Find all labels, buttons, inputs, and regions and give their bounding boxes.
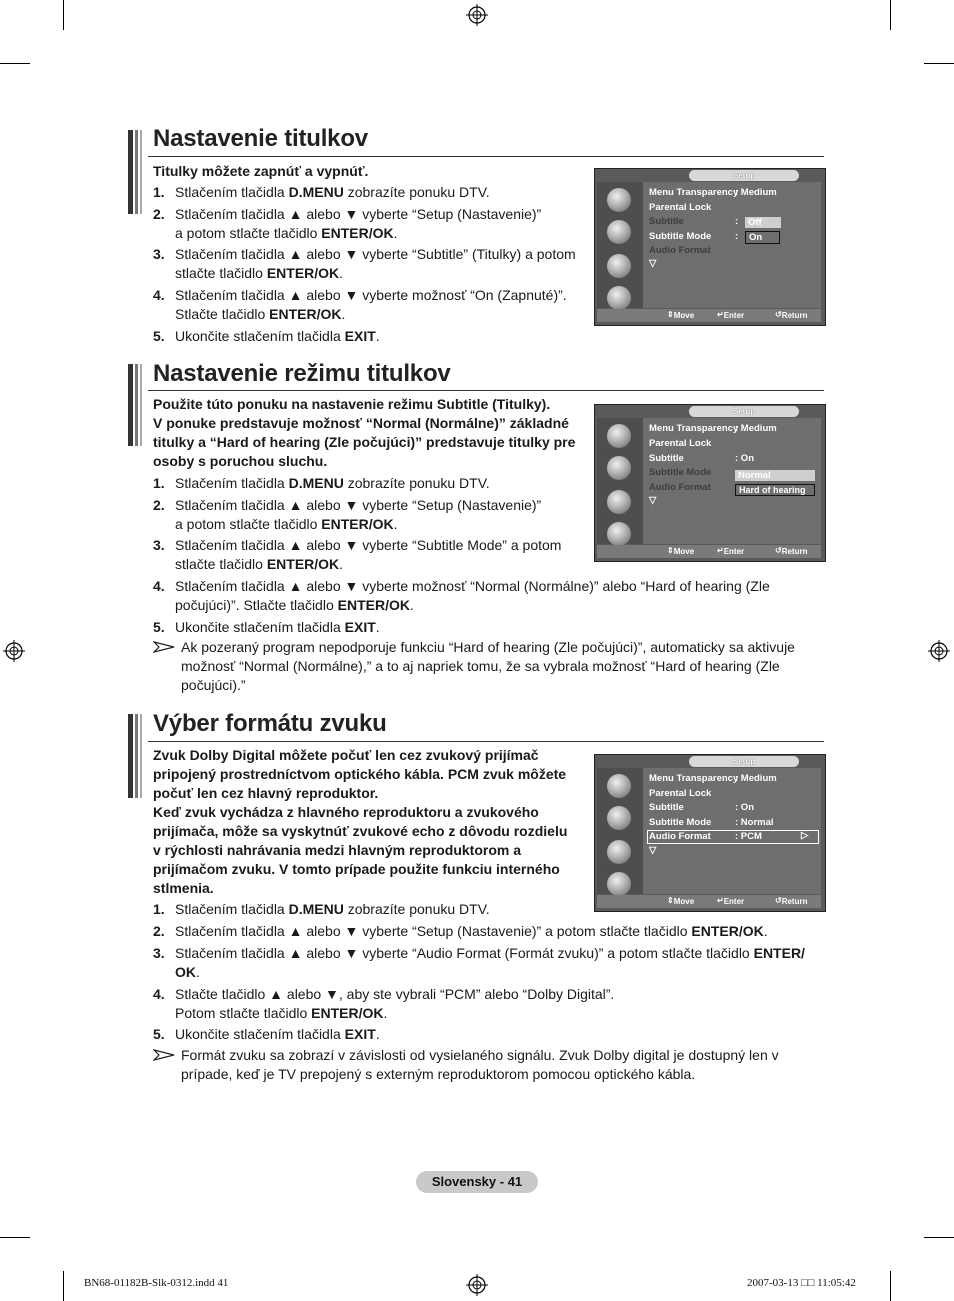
menu-item-audio-format: Audio Format: [649, 831, 711, 842]
menu-title: Setup: [689, 406, 799, 417]
menu-item-subtitle-mode: Subtitle Mode: [649, 467, 712, 478]
section-intro: Zvuk Dolby Digital môžete počuť len cez zvukový prijímač pripojený prostredníctvom optického kábla. PCM zvuk môžete počuť len cez hlavný reproduktor. Keď zvuk vychádza z hlavného reproduktoru a zvukového prijímača, môže sa vyskytnúť zvukové echo z dôvodu rozdielu v rýchlosti nahrávania medzi hlavným reproduktorom a prijímačom zvuku. V tomto prípade použite funkciu interného stlmenia.: [153, 747, 568, 896]
option-hard-of-hearing: Hard of hearing: [735, 484, 815, 496]
menu-footer: ⇕ Move ↵ Enter ↺ Return: [597, 545, 821, 558]
menu-value: :: [735, 231, 739, 242]
option-normal: Normal: [735, 470, 815, 481]
section-bar: [128, 714, 142, 798]
menu-value: : Medium: [735, 773, 777, 784]
print-slug-left: BN68-01182B-Slk-0312.indd 41: [84, 1277, 229, 1289]
section-bar: [128, 130, 142, 214]
input-icon: [607, 286, 631, 310]
section-intro: Použite túto ponuku na nastavenie režimu Subtitle (Titulky). V ponuke predstavuje možnosť “Normal (Normálne)” základné titulky a “Hard of hearing (Zle počujúci)” predstavuje titulky pre osoby s poruchou sluchu.: [153, 396, 576, 469]
menu-value: : On: [735, 802, 754, 813]
section-title: Nastavenie titulkov: [153, 125, 368, 152]
crop-mark: [890, 1271, 891, 1301]
submenu-arrow-icon: ▷: [801, 830, 809, 841]
picture-icon: [607, 424, 631, 448]
print-slug-right: 2007-03-13 □□ 11:05:42: [747, 1277, 856, 1289]
menu-value: : Medium: [735, 187, 777, 198]
menu-footer: ⇕ Move ↵ Enter ↺ Return: [597, 309, 821, 322]
step: 4. Stlačením tlačidla ▲ alebo ▼ vyberte možnosť “Normal (Normálne)” alebo “Hard of hearing (Zle počujúci)”. Stlačte tlačidlo ENTER/OK.: [153, 578, 770, 613]
menu-footer: ⇕ Move ↵ Enter ↺ Return: [597, 895, 821, 908]
step: 1. Stlačením tlačidla D.MENU zobrazíte ponuku DTV.: [153, 184, 490, 200]
menu-item-subtitle-mode: Subtitle Mode: [649, 817, 712, 828]
crop-mark: [0, 63, 30, 64]
registration-mark-icon: [466, 4, 488, 26]
step: 3. Stlačením tlačidla ▲ alebo ▼ vyberte “Subtitle” (Titulky) a potom stlačte tlačidlo ENTER/OK.: [153, 246, 576, 281]
section-title: Nastavenie režimu titulkov: [153, 360, 451, 387]
menu-item-subtitle-mode: Subtitle Mode: [649, 231, 712, 242]
step: 5. Ukončite stlačením tlačidla EXIT.: [153, 619, 380, 635]
sound-icon: [607, 220, 631, 244]
section-title: Výber formátu zvuku: [153, 710, 387, 737]
tv-menu-setup: [594, 754, 826, 912]
picture-icon: [607, 188, 631, 212]
note-arrow-icon: [153, 641, 175, 653]
step: 5. Ukončite stlačením tlačidla EXIT.: [153, 1026, 380, 1042]
step: 2. Stlačením tlačidla ▲ alebo ▼ vyberte “Setup (Nastavenie)” a potom stlačte tlačidlo ENTER/OK.: [153, 206, 542, 241]
tv-menu-setup: [594, 404, 826, 562]
menu-item-parental-lock: Parental Lock: [649, 438, 712, 449]
step: 1. Stlačením tlačidla D.MENU zobrazíte ponuku DTV.: [153, 475, 490, 491]
sound-icon: [607, 806, 631, 830]
picture-icon: [607, 774, 631, 798]
section-intro: Titulky môžete zapnúť a vypnúť.: [153, 163, 369, 179]
menu-value: : On: [735, 453, 754, 464]
setup-icon: [607, 840, 631, 864]
crop-mark: [924, 63, 954, 64]
registration-mark-icon: [466, 1274, 488, 1296]
menu-sidebar: [597, 182, 643, 308]
crop-mark: [924, 1237, 954, 1238]
section-rule: [148, 390, 824, 391]
tv-menu-setup: [594, 168, 826, 326]
menu-title: Setup: [689, 756, 799, 767]
menu-value: : Medium: [735, 423, 777, 434]
menu-value: :: [735, 216, 739, 227]
menu-value: : Normal: [735, 817, 774, 828]
menu-sidebar: [597, 418, 643, 544]
step: 2. Stlačením tlačidla ▲ alebo ▼ vyberte “Setup (Nastavenie)” a potom stlačte tlačidlo ENTER/OK.: [153, 923, 768, 939]
crop-mark: [890, 0, 891, 30]
menu-more-icon: ▽: [649, 258, 657, 269]
menu-title: Setup: [689, 170, 799, 181]
step: 1. Stlačením tlačidla D.MENU zobrazíte ponuku DTV.: [153, 901, 490, 917]
section-rule: [148, 156, 824, 157]
note: Ak pozeraný program nepodporuje funkciu “Hard of hearing (Zle počujúci)”, automaticky sa aktivuje možnosť “Normal (Normálne),” a to aj napriek tomu, že sa vybrala možnosť “Hard of hearing (Zle počujúci).”: [153, 638, 823, 695]
registration-mark-icon: [3, 640, 25, 662]
menu-item-audio-format: Audio Format: [649, 245, 711, 256]
menu-more-icon: ▽: [649, 495, 657, 506]
note-arrow-icon: [153, 1049, 175, 1061]
crop-mark: [63, 1271, 64, 1301]
section-rule: [148, 741, 824, 742]
menu-sidebar: [597, 768, 643, 894]
menu-value: : PCM: [735, 831, 762, 842]
step: 3. Stlačením tlačidla ▲ alebo ▼ vyberte “Audio Format (Formát zvuku)” a potom stlačte tlačidlo ENTER/ OK.: [153, 945, 805, 980]
option-on: On: [745, 231, 780, 244]
section-bar: [128, 364, 142, 446]
crop-mark: [0, 1237, 30, 1238]
menu-item-transparency: Menu Transparency: [649, 187, 739, 198]
menu-item-transparency: Menu Transparency: [649, 773, 739, 784]
setup-icon: [607, 490, 631, 514]
step: 4. Stlačte tlačidlo ▲ alebo ▼, aby ste vybrali “PCM” alebo “Dolby Digital”. Potom stlačte tlačidlo ENTER/OK.: [153, 986, 615, 1021]
step: 3. Stlačením tlačidla ▲ alebo ▼ vyberte “Subtitle Mode” a potom stlačte tlačidlo ENTER/OK.: [153, 537, 562, 572]
menu-item-transparency: Menu Transparency: [649, 423, 739, 434]
menu-more-icon: ▽: [649, 845, 657, 856]
step: 4. Stlačením tlačidla ▲ alebo ▼ vyberte možnosť “On (Zapnuté)”. Stlačte tlačidlo ENTER/OK.: [153, 287, 567, 322]
menu-item-subtitle: Subtitle: [649, 216, 684, 227]
menu-item-subtitle: Subtitle: [649, 453, 684, 464]
page-number-badge: Slovensky - 41: [416, 1171, 538, 1193]
crop-mark: [63, 0, 64, 30]
note: Formát zvuku sa zobrazí v závislosti od vysielaného signálu. Zvuk Dolby digital je dostupný len v prípade, keď je TV prepojený s externým reproduktorom pomocou optického kábla.: [153, 1046, 823, 1084]
setup-icon: [607, 254, 631, 278]
input-icon: [607, 872, 631, 896]
menu-item-parental-lock: Parental Lock: [649, 202, 712, 213]
step: 2. Stlačením tlačidla ▲ alebo ▼ vyberte “Setup (Nastavenie)” a potom stlačte tlačidlo ENTER/OK.: [153, 497, 542, 532]
sound-icon: [607, 456, 631, 480]
menu-item-subtitle: Subtitle: [649, 802, 684, 813]
option-off: Off: [745, 217, 781, 228]
registration-mark-icon: [928, 640, 950, 662]
menu-item-audio-format: Audio Format: [649, 482, 711, 493]
step: 5. Ukončite stlačením tlačidla EXIT.: [153, 328, 380, 344]
input-icon: [607, 522, 631, 546]
menu-item-parental-lock: Parental Lock: [649, 788, 712, 799]
